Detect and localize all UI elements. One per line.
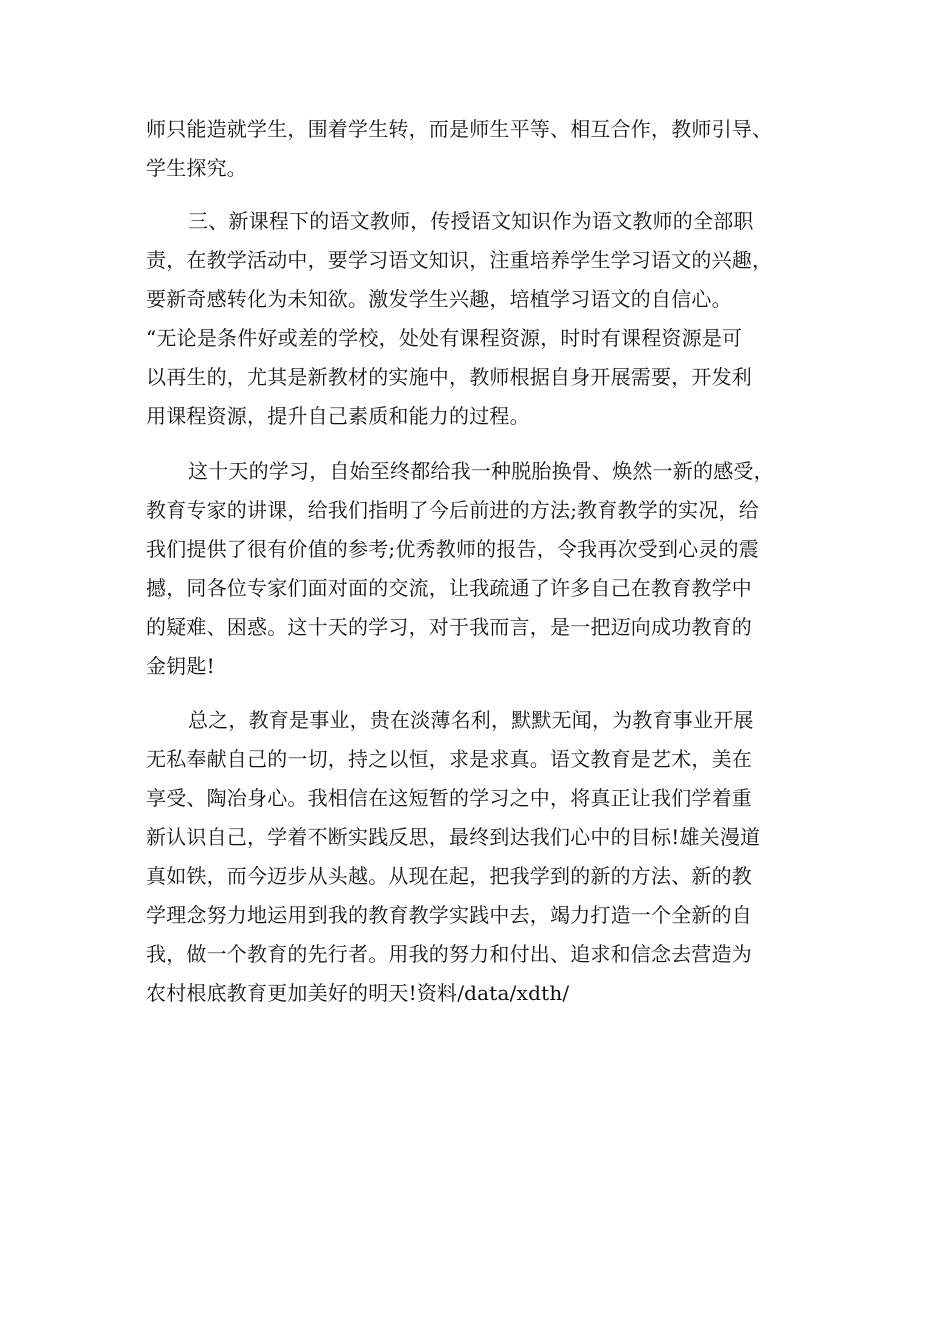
text-line: 学生探究。 [146,156,247,180]
text-line: 师只能造就学生，围着学生转，而是师生平等、相互合作，教师引导、 [146,117,773,141]
text-line: 教育专家的讲课，给我们指明了今后前进的方法;教育教学的实况，给 [146,498,759,522]
text-line: “无论是条件好或差的学校，处处有课程资源，时时有课程资源是可 [146,326,743,350]
paragraph-1 [146,110,826,188]
text-line: 责，在教学活动中，要学习语文知识，注重培养学生学习语文的兴趣， [146,248,773,272]
text-line: 无私奉献自己的一切，持之以恒，求是求真。语文教育是艺术，美在 [146,747,752,771]
text-line: 我，做一个教育的先行者。用我的努力和付出、追求和信念去营造为 [146,942,752,966]
text-line: 撼，同各位专家们面对面的交流，让我疏通了许多自己在教育教学中 [146,576,752,600]
paragraph-2 [146,202,826,436]
text-line: 我们提供了很有价值的参考;优秀教师的报告，令我再次受到心灵的震 [146,537,759,561]
text-line: 新认识自己，学着不断实践反思，最终到达我们心中的目标!雄关漫道 [146,825,761,849]
paragraph-4 [146,701,826,1013]
text-line: 总之，教育是事业，贵在淡薄名利，默默无闻，为教育事业开展 [188,708,754,732]
text-line: 三、新课程下的语文教师，传授语文知识作为语文教师的全部职 [188,209,754,233]
text-line: 要新奇感转化为未知欲。激发学生兴趣，培植学习语文的自信心。 [146,287,732,311]
text-line: 真如铁，而今迈步从头越。从现在起，把我学到的新的方法、新的教 [146,864,752,888]
text-line: 这十天的学习，自始至终都给我一种脱胎换骨、焕然一新的感受， [188,459,774,483]
text-line: 农村根底教育更加美好的明天!资料/data/xdth/ [146,981,570,1005]
text-line: 金钥匙! [146,654,215,678]
text-line: 用课程资源，提升自己素质和能力的过程。 [146,404,530,428]
text-line: 以再生的，尤其是新教材的实施中，教师根据自身开展需要，开发利 [146,365,752,389]
text-line: 学理念努力地运用到我的教育教学实践中去，竭力打造一个全新的自 [146,903,752,927]
text-line: 享受、陶冶身心。我相信在这短暂的学习之中，将真正让我们学着重 [146,786,752,810]
paragraph-3 [146,452,826,686]
text-line: 的疑难、困惑。这十天的学习，对于我而言，是一把迈向成功教育的 [146,615,752,639]
